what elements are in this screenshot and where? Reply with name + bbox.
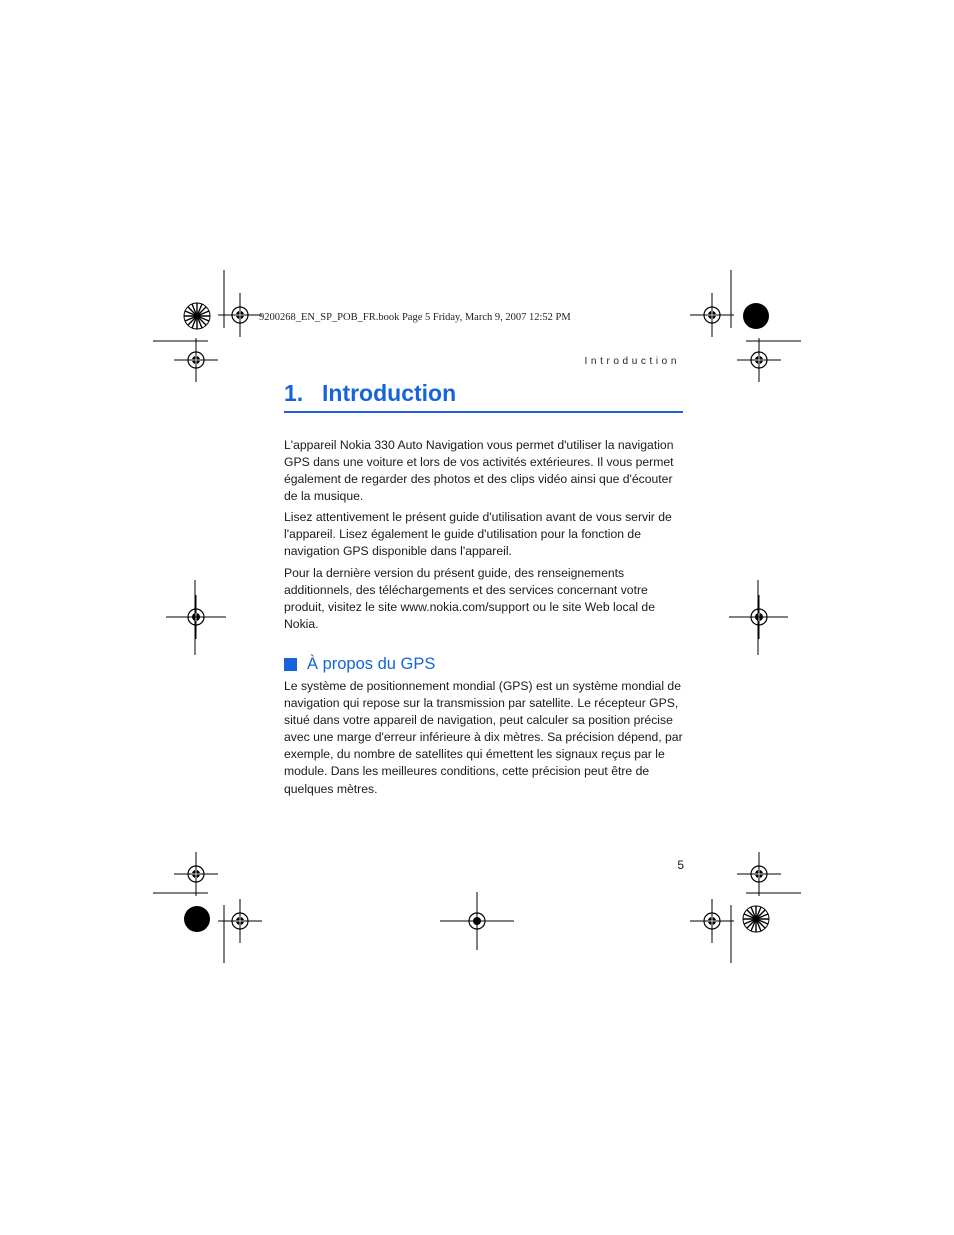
paragraph-text: L'appareil Nokia 330 Auto Navigation vous permet d'utiliser la navigation GPS dans une voiture et lors de vos activités extérieures. Il vous permet également de regarder des photos et des clips vidéo ainsi que d'écouter de la musique.: [284, 438, 674, 504]
chapter-heading: [284, 378, 683, 413]
paragraph-text: Lisez attentivement le présent guide d'utilisation avant de vous servir de l'appareil. Lisez également le guide d'utilisation pour la fonction de navigation GPS disponible dans l'appareil.: [284, 510, 672, 559]
chapter-title: Introduction: [322, 380, 457, 406]
page-number: 5: [677, 858, 684, 872]
paragraph: [284, 509, 684, 560]
section-title: À propos du GPS: [307, 655, 436, 673]
running-header: Introduction: [584, 356, 680, 367]
section-square-icon: [284, 658, 297, 671]
chapter-number: 1.: [284, 380, 304, 406]
paragraph-text: Le système de positionnement mondial (GPS) est un système mondial de navigation qui repose sur la transmission par satellite. Le récepteur GPS, situé dans votre appareil de navigation, peut calculer sa position précise avec une marge d'erreur inférieure à dix mètres. Sa précision dépend, par exemple, du nombre de satellites qui émettent les signaux reçus par le module. Dans les meilleures conditions, cette précision peut être de quelques mètres.: [284, 679, 683, 796]
section-paragraph: [284, 678, 684, 798]
paragraph: [284, 437, 684, 505]
paragraph-text: Pour la dernière version du présent guide, des renseignements additionnels, des téléchargements et des services concernant votre produit, visitez le site www.nokia.com/support ou le site Web local de Nokia.: [284, 566, 655, 632]
print-slug: 9200268_EN_SP_POB_FR.book Page 5 Friday, March 9, 2007 12:52 PM: [259, 312, 571, 323]
section-heading: [284, 652, 435, 676]
paragraph: [284, 565, 684, 633]
